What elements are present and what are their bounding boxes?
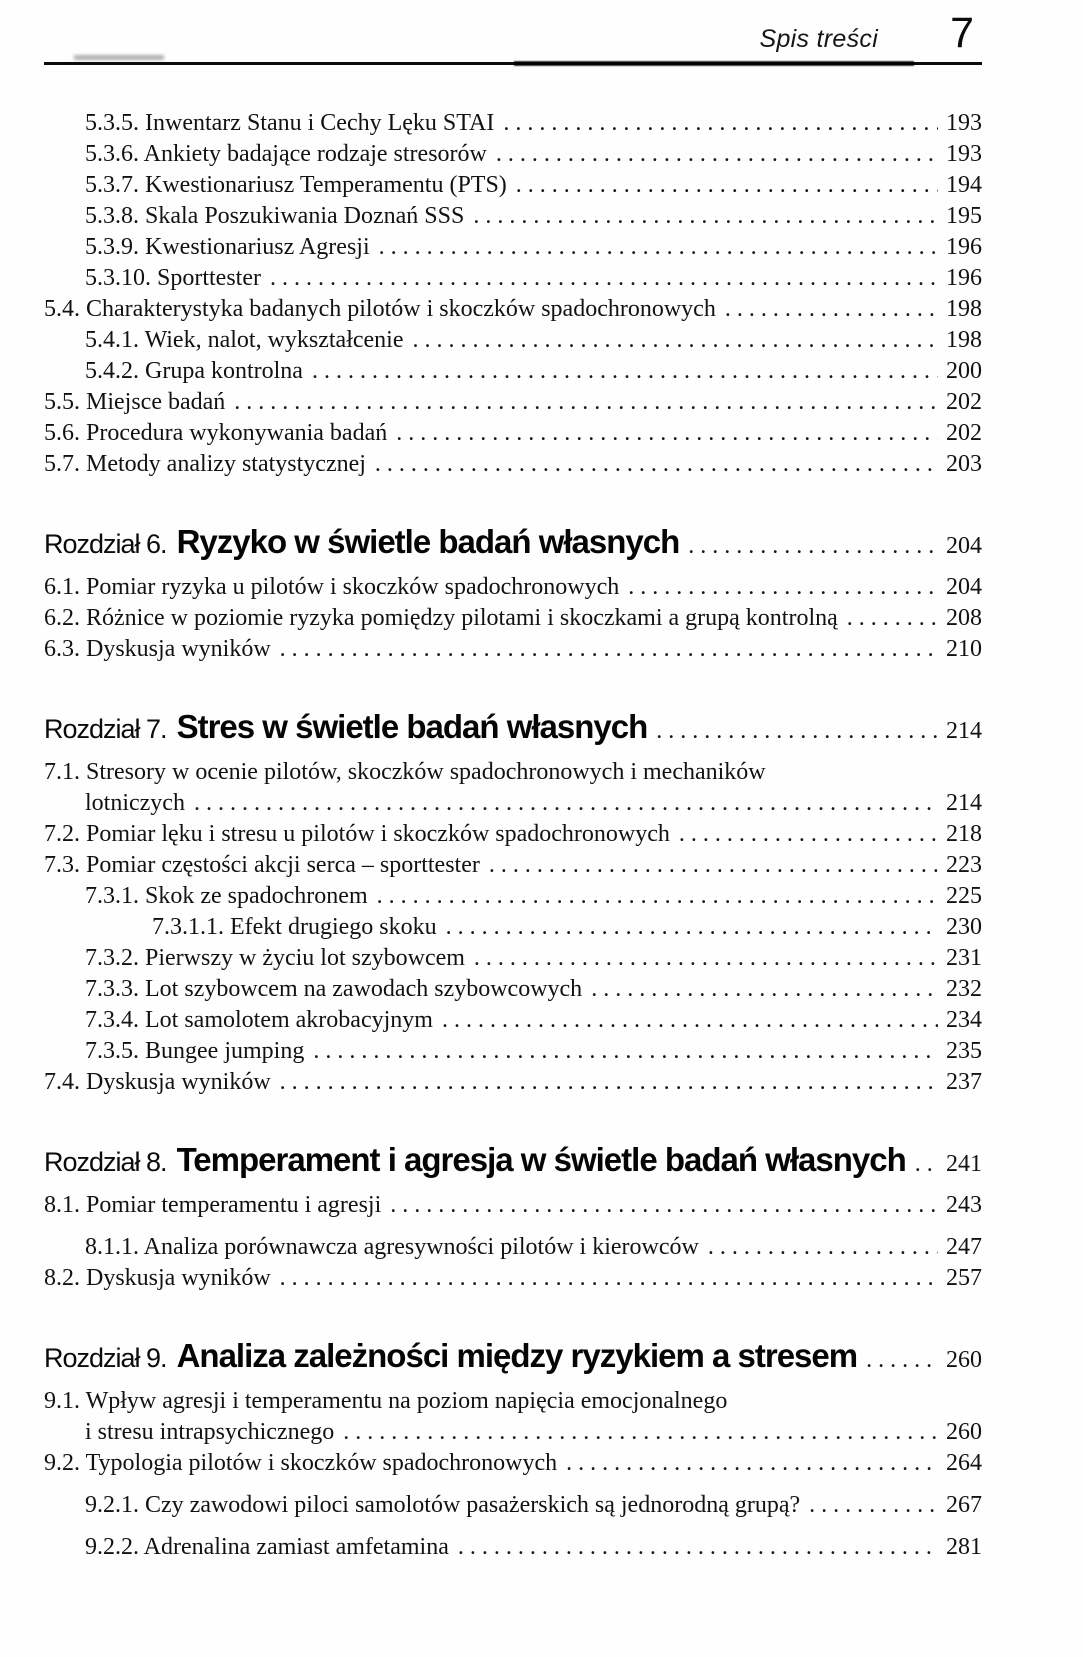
dot-leader (234, 387, 938, 418)
toc-entry-page: 231 (946, 945, 982, 971)
dot-leader (847, 603, 938, 634)
toc-chapter-row (44, 708, 982, 747)
toc-entry-page: 202 (946, 420, 982, 446)
toc-entry (44, 634, 982, 665)
toc-entry (44, 232, 982, 263)
toc-entry-label: 6.2. Różnice w poziomie ryzyka pomiędzy pilotami i skoczkami a grupą kontrolną (44, 605, 838, 631)
toc-entry-label: 6.1. Pomiar ryzyka u pilotów i skoczków spadochronowych (44, 574, 620, 600)
toc-entry-page: 234 (946, 1007, 982, 1033)
toc-entry-label: 8.1.1. Analiza porównawcza agresywności pilotów i kierowców (85, 1234, 699, 1260)
header-page-number: 7 (950, 9, 974, 57)
scan-smudge (514, 61, 914, 66)
toc-entry-label: 7.2. Pomiar lęku i stresu u pilotów i skoczków spadochronowych (44, 821, 670, 847)
dot-leader (442, 1005, 938, 1036)
toc-entry-page: 195 (946, 203, 982, 229)
dot-leader (458, 1532, 938, 1563)
toc-entry (44, 912, 982, 943)
toc-chapter-page: 204 (946, 533, 982, 559)
toc-entry-page: 230 (946, 914, 982, 940)
toc-entry (44, 1036, 982, 1067)
toc-entry-label: 8.1. Pomiar temperamentu i agresji (44, 1192, 382, 1218)
toc-chapter-row (44, 1337, 982, 1376)
dot-leader (280, 1067, 938, 1098)
toc-entry (44, 139, 982, 170)
toc-entry (44, 974, 982, 1005)
toc-entry-page: 194 (946, 172, 982, 198)
toc-entry-page: 264 (946, 1450, 982, 1476)
dot-leader (194, 788, 938, 819)
toc-entry-label: 5.4.1. Wiek, nalot, wykształcenie (85, 327, 404, 353)
toc-entry-label: 5.4.2. Grupa kontrolna (85, 358, 303, 384)
toc-chapter-prefix: Rozdział 6. (44, 529, 167, 559)
toc-entry-label: 7.1. Stresory w ocenie pilotów, skoczków spadochronowych i mechaników (44, 759, 766, 785)
dot-leader (516, 170, 938, 201)
toc-entry-label: 7.3.2. Pierwszy w życiu lot szybowcem (85, 945, 465, 971)
toc-entry (44, 1067, 982, 1098)
dot-leader (566, 1448, 938, 1479)
dot-leader (270, 263, 938, 294)
dot-leader (688, 531, 938, 562)
toc-entry (44, 819, 982, 850)
toc-chapter-title: Stres w świetle badań własnych (176, 708, 648, 745)
toc-entry (44, 263, 982, 294)
toc-chapter-prefix: Rozdział 8. (44, 1147, 167, 1177)
toc-entry (44, 294, 982, 325)
toc-entry (44, 418, 982, 449)
toc-entry-label: 5.4. Charakterystyka badanych pilotów i skoczków spadochronowych (44, 296, 716, 322)
toc-entry-page: 193 (946, 110, 982, 136)
toc-entry-page: 214 (946, 790, 982, 816)
scan-smudge (74, 55, 164, 60)
toc-entry-page: 225 (946, 883, 982, 909)
toc-entry-page: 235 (946, 1038, 982, 1064)
toc-entry (44, 757, 982, 788)
toc-entry-page: 208 (946, 605, 982, 631)
toc-entry-label: 5.3.5. Inwentarz Stanu i Cechy Lęku STAI (85, 110, 495, 136)
toc-entry-label: 5.3.9. Kwestionariusz Agresji (85, 234, 370, 260)
toc-entry-label: 7.3.4. Lot samolotem akrobacyjnym (85, 1007, 433, 1033)
toc-entry-label: 9.2.1. Czy zawodowi piloci samolotów pasażerskich są jednorodną grupą? (85, 1492, 801, 1518)
toc-entry-label: i stresu intrapsychicznego (85, 1419, 335, 1445)
toc-entry-label: 5.3.10. Sporttester (85, 265, 261, 291)
toc-entry-page: 257 (946, 1265, 982, 1291)
toc-entry-page: 247 (946, 1234, 982, 1260)
toc-entry-page: 203 (946, 451, 982, 477)
toc-entry (44, 943, 982, 974)
toc-entry (44, 881, 982, 912)
toc-entry (44, 201, 982, 232)
toc-entry (44, 356, 982, 387)
toc-chapter-page: 260 (946, 1347, 982, 1373)
toc-entry (44, 170, 982, 201)
toc-entry-label: 9.2.2. Adrenalina zamiast amfetamina (85, 1534, 449, 1560)
toc-entry-label: 9.1. Wpływ agresji i temperamentu na poziom napięcia emocjonalnego (44, 1388, 728, 1414)
toc-chapter-page: 214 (946, 718, 982, 744)
toc-entry (44, 572, 982, 603)
dot-leader (503, 108, 938, 139)
running-header (44, 0, 982, 55)
table-of-contents (44, 108, 982, 1563)
toc-entry (44, 1417, 982, 1448)
toc-entry (44, 325, 982, 356)
toc-entry-label: 7.3.1.1. Efekt drugiego skoku (152, 914, 437, 940)
toc-chapter-row (44, 1141, 982, 1180)
toc-entry-page: 232 (946, 976, 982, 1002)
dot-leader (343, 1417, 938, 1448)
dot-leader (915, 1149, 938, 1180)
toc-entry-label: 8.2. Dyskusja wyników (44, 1265, 271, 1291)
header-section-title: Spis treści (759, 25, 879, 53)
toc-entry-label: 5.3.6. Ankiety badające rodzaje stresorów (85, 141, 487, 167)
toc-entry-page: 218 (946, 821, 982, 847)
toc-chapter-title: Ryzyko w świetle badań własnych (176, 523, 680, 560)
toc-entry (44, 1532, 982, 1563)
dot-leader (379, 232, 938, 263)
toc-entry-page: 202 (946, 389, 982, 415)
dot-leader (377, 881, 938, 912)
toc-entry-label: 5.5. Miejsce badań (44, 389, 226, 415)
toc-entry (44, 603, 982, 634)
dot-leader (280, 1263, 938, 1294)
toc-entry-label: 7.4. Dyskusja wyników (44, 1069, 271, 1095)
toc-entry-page: 243 (946, 1192, 982, 1218)
toc-entry-label: 7.3.3. Lot szybowcem na zawodach szybowcowych (85, 976, 583, 1002)
dot-leader (375, 449, 938, 480)
dot-leader (446, 912, 938, 943)
toc-entry (44, 1386, 982, 1417)
dot-leader (708, 1232, 938, 1263)
toc-entry-label: 9.2. Typologia pilotów i skoczków spadochronowych (44, 1450, 558, 1476)
dot-leader (473, 201, 938, 232)
toc-entry (44, 1263, 982, 1294)
toc-entry-page: 281 (946, 1534, 982, 1560)
dot-leader (496, 139, 938, 170)
toc-entry (44, 788, 982, 819)
toc-entry-label: 5.7. Metody analizy statystycznej (44, 451, 366, 477)
dot-leader (280, 634, 938, 665)
dot-leader (656, 716, 938, 747)
toc-entry-page: 196 (946, 265, 982, 291)
dot-leader (809, 1490, 938, 1521)
toc-chapter-prefix: Rozdział 9. (44, 1343, 167, 1373)
toc-entry-page: 198 (946, 296, 982, 322)
dot-leader (679, 819, 938, 850)
toc-entry (44, 449, 982, 480)
toc-entry-page: 193 (946, 141, 982, 167)
toc-entry (44, 387, 982, 418)
dot-leader (474, 943, 938, 974)
toc-entry-label: 7.3.5. Bungee jumping (85, 1038, 305, 1064)
toc-entry-page: 196 (946, 234, 982, 260)
toc-entry (44, 108, 982, 139)
toc-entry-page: 260 (946, 1419, 982, 1445)
toc-entry (44, 850, 982, 881)
dot-leader (628, 572, 938, 603)
toc-entry-label: 6.3. Dyskusja wyników (44, 636, 271, 662)
dot-leader (866, 1345, 938, 1376)
toc-entry-page: 198 (946, 327, 982, 353)
dot-leader (313, 1036, 938, 1067)
toc-entry-page: 204 (946, 574, 982, 600)
toc-entry-page: 237 (946, 1069, 982, 1095)
toc-entry-label: 5.3.8. Skala Poszukiwania Doznań SSS (85, 203, 465, 229)
toc-entry-label: 7.3.1. Skok ze spadochronem (85, 883, 368, 909)
toc-entry-label: lotniczych (85, 790, 185, 816)
toc-entry (44, 1448, 982, 1479)
dot-leader (591, 974, 938, 1005)
toc-entry (44, 1005, 982, 1036)
toc-chapter-row (44, 523, 982, 562)
toc-entry-page: 267 (946, 1492, 982, 1518)
toc-chapter-title: Temperament i agresja w świetle badań własnych (176, 1141, 906, 1178)
toc-entry (44, 1190, 982, 1221)
dot-leader (413, 325, 938, 356)
toc-chapter-page: 241 (946, 1151, 982, 1177)
toc-chapter-title: Analiza zależności między ryzykiem a stresem (176, 1337, 858, 1374)
toc-entry-label: 7.3. Pomiar częstości akcji serca – sporttester (44, 852, 480, 878)
dot-leader (489, 850, 938, 881)
dot-leader (390, 1190, 938, 1221)
toc-entry (44, 1490, 982, 1521)
dot-leader (725, 294, 938, 325)
toc-entry (44, 1232, 982, 1263)
toc-entry-label: 5.6. Procedura wykonywania badań (44, 420, 388, 446)
header-rule (44, 62, 982, 65)
toc-entry-page: 200 (946, 358, 982, 384)
toc-entry-page: 223 (946, 852, 982, 878)
dot-leader (312, 356, 938, 387)
dot-leader (396, 418, 938, 449)
toc-entry-page: 210 (946, 636, 982, 662)
toc-chapter-prefix: Rozdział 7. (44, 714, 167, 744)
page-content (44, 0, 982, 1563)
toc-entry-label: 5.3.7. Kwestionariusz Temperamentu (PTS) (85, 172, 507, 198)
